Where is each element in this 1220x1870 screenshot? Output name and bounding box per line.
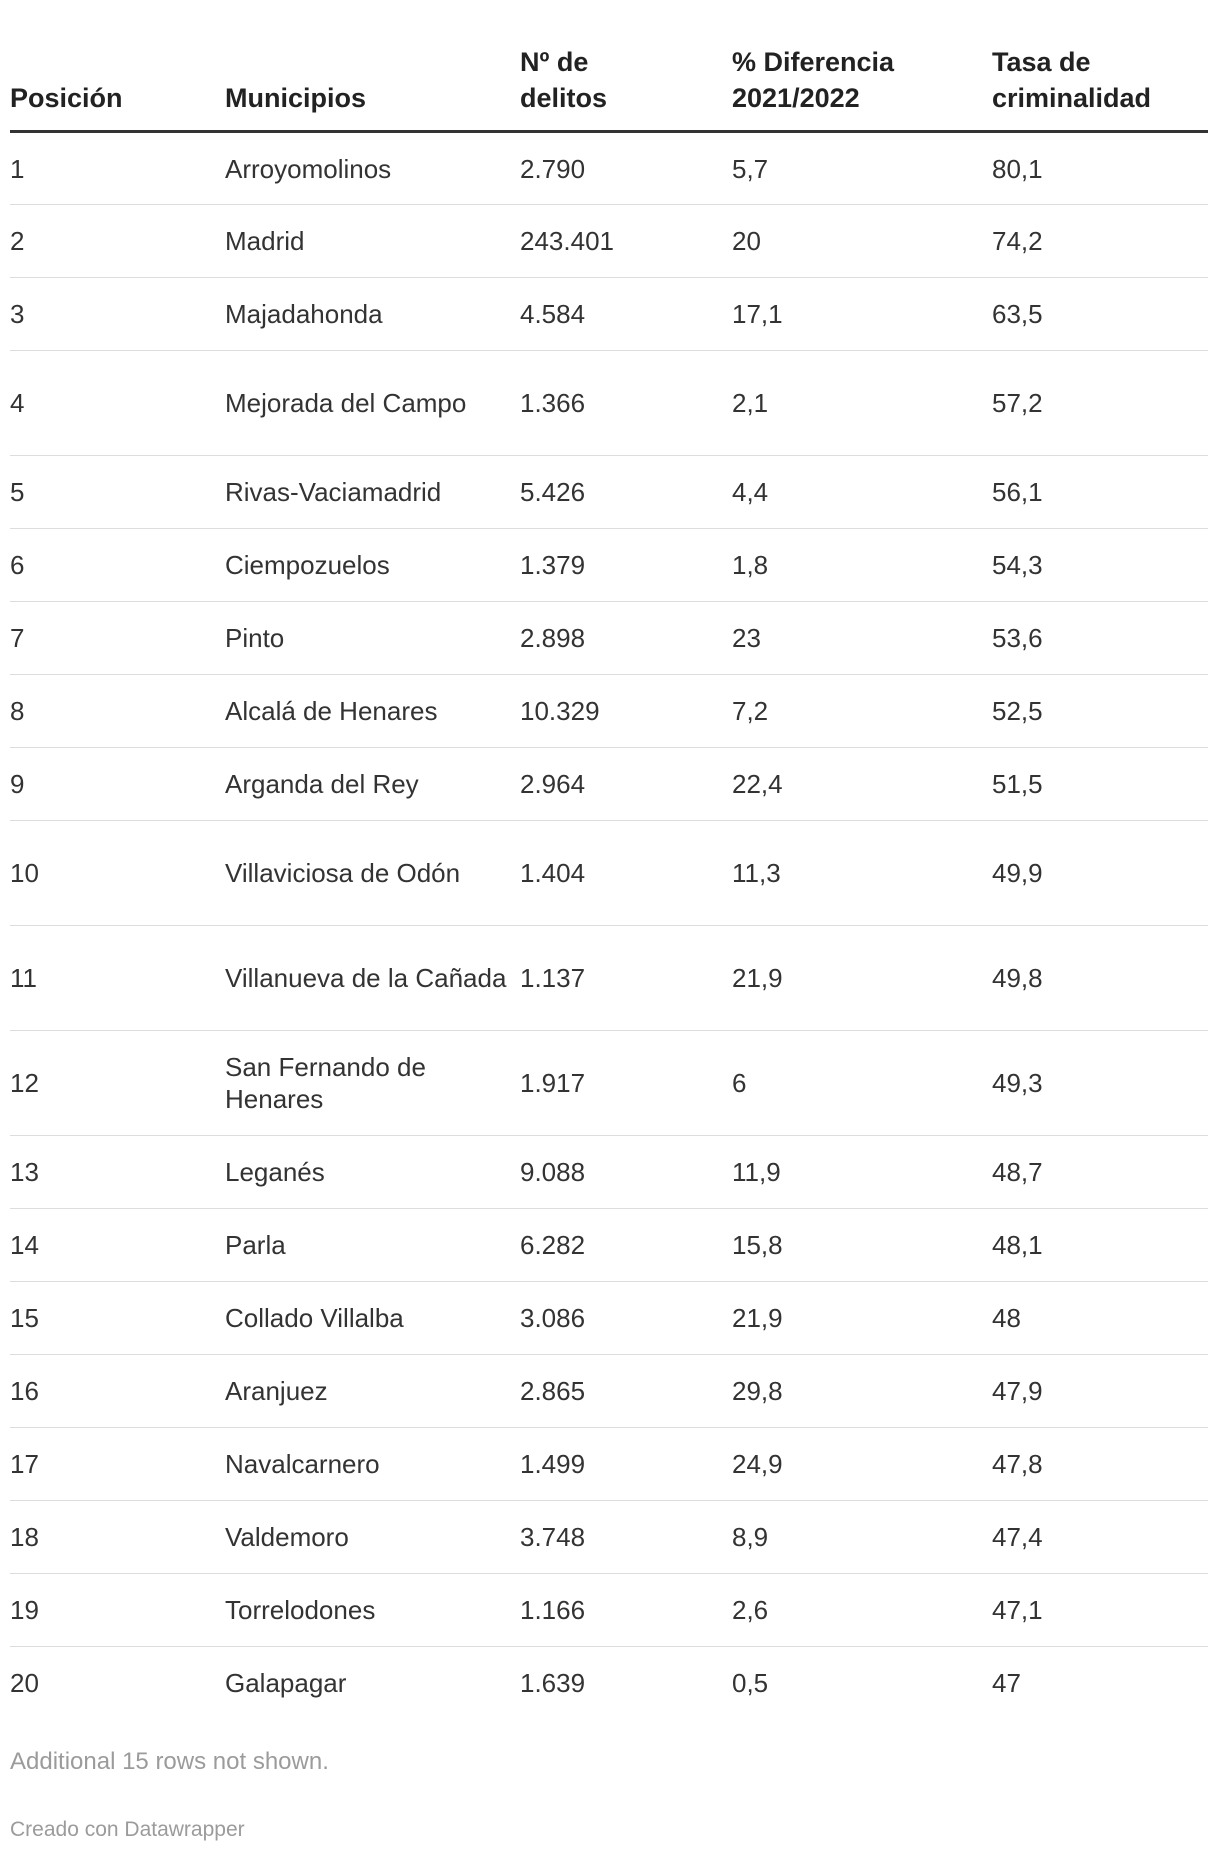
cell-position: 9 bbox=[10, 748, 225, 821]
cell-municipality: Pinto bbox=[225, 602, 520, 675]
table-row bbox=[10, 529, 1208, 602]
cell-municipality: Madrid bbox=[225, 205, 520, 278]
cell-municipality: Leganés bbox=[225, 1136, 520, 1209]
cell-crime-rate: 63,5 bbox=[992, 278, 1208, 351]
cell-position: 5 bbox=[10, 456, 225, 529]
table-row bbox=[10, 1647, 1208, 1720]
cell-crimes: 2.865 bbox=[520, 1355, 732, 1428]
cell-crime-rate: 48,7 bbox=[992, 1136, 1208, 1209]
cell-position: 8 bbox=[10, 675, 225, 748]
cell-crime-rate: 51,5 bbox=[992, 748, 1208, 821]
table-row bbox=[10, 602, 1208, 675]
cell-position: 12 bbox=[10, 1031, 225, 1136]
table-row bbox=[10, 205, 1208, 278]
cell-municipality: Ciempozuelos bbox=[225, 529, 520, 602]
cell-municipality: Alcalá de Henares bbox=[225, 675, 520, 748]
cell-municipality: Galapagar bbox=[225, 1668, 347, 1699]
cell-difference: 21,9 bbox=[732, 926, 992, 1031]
cell-crimes: 10.329 bbox=[520, 675, 732, 748]
table-row bbox=[10, 926, 1208, 1031]
table-row bbox=[10, 1282, 1208, 1355]
cell-crime-rate: 49,8 bbox=[992, 926, 1208, 1031]
table-row bbox=[10, 456, 1208, 529]
table-row bbox=[10, 278, 1208, 351]
datawrapper-credit: Creado con Datawrapper bbox=[10, 1817, 245, 1841]
cell-position: 14 bbox=[10, 1209, 225, 1282]
cell-position: 4 bbox=[10, 351, 225, 456]
cell-crime-rate: 53,6 bbox=[992, 602, 1208, 675]
cell-difference: 1,8 bbox=[732, 529, 992, 602]
column-header-municipality[interactable]: Municipios bbox=[225, 0, 520, 132]
cell-crime-rate: 57,2 bbox=[992, 351, 1208, 456]
cell-crimes: 4.584 bbox=[520, 278, 732, 351]
table-row bbox=[10, 1501, 1208, 1574]
cell-difference: 15,8 bbox=[732, 1209, 992, 1282]
cell-crime-rate: 47 bbox=[992, 1668, 1021, 1699]
table-row bbox=[10, 1209, 1208, 1282]
cell-position: 11 bbox=[10, 926, 225, 1031]
cell-position: 15 bbox=[10, 1282, 225, 1355]
cell-position: 7 bbox=[10, 602, 225, 675]
rows-hidden-note: Additional 15 rows not shown. bbox=[10, 1747, 329, 1775]
cell-crime-rate: 48 bbox=[992, 1282, 1208, 1355]
cell-crimes: 9.088 bbox=[520, 1136, 732, 1209]
cell-crime-rate: 56,1 bbox=[992, 456, 1208, 529]
cell-difference: 2,1 bbox=[732, 351, 992, 456]
cell-difference: 21,9 bbox=[732, 1282, 992, 1355]
cell-municipality: Navalcarnero bbox=[225, 1428, 520, 1501]
cell-crimes: 6.282 bbox=[520, 1209, 732, 1282]
cell-municipality: Torrelodones bbox=[225, 1574, 520, 1647]
crime-rate-table bbox=[10, 0, 1208, 1720]
cell-position: 20 bbox=[10, 1668, 39, 1699]
cell-crime-rate: 48,1 bbox=[992, 1209, 1208, 1282]
cell-municipality: Majadahonda bbox=[225, 278, 520, 351]
table-row bbox=[10, 675, 1208, 748]
cell-crime-rate: 47,1 bbox=[992, 1574, 1208, 1647]
cell-crimes: 243.401 bbox=[520, 205, 732, 278]
table-row bbox=[10, 1428, 1208, 1501]
cell-difference: 23 bbox=[732, 602, 992, 675]
cell-crime-rate: 80,1 bbox=[992, 132, 1208, 205]
cell-municipality: Arroyomolinos bbox=[225, 132, 520, 205]
cell-difference: 0,5 bbox=[732, 1668, 769, 1699]
cell-position: 16 bbox=[10, 1355, 225, 1428]
cell-difference: 2,6 bbox=[732, 1574, 992, 1647]
cell-crimes: 3.748 bbox=[520, 1501, 732, 1574]
cell-position: 19 bbox=[10, 1574, 225, 1647]
cell-difference: 22,4 bbox=[732, 748, 992, 821]
table-row bbox=[10, 748, 1208, 821]
cell-difference: 11,9 bbox=[732, 1136, 992, 1209]
column-header-crime-rate[interactable]: Tasa de criminalidad bbox=[992, 0, 1208, 132]
cell-municipality: Villaviciosa de Odón bbox=[225, 821, 520, 926]
cell-municipality: Rivas-Vaciamadrid bbox=[225, 456, 520, 529]
table-row bbox=[10, 1574, 1208, 1647]
cell-crime-rate: 54,3 bbox=[992, 529, 1208, 602]
table-row bbox=[10, 132, 1208, 205]
cell-difference: 20 bbox=[732, 205, 992, 278]
cell-municipality: Valdemoro bbox=[225, 1501, 520, 1574]
cell-difference: 8,9 bbox=[732, 1501, 992, 1574]
table-body bbox=[10, 132, 1208, 1720]
cell-crime-rate: 49,9 bbox=[992, 821, 1208, 926]
cell-crimes: 1.166 bbox=[520, 1574, 732, 1647]
column-header-crimes[interactable]: Nº de delitos bbox=[520, 0, 732, 132]
cell-position: 6 bbox=[10, 529, 225, 602]
cell-crimes: 5.426 bbox=[520, 456, 732, 529]
table-row bbox=[10, 1355, 1208, 1428]
cell-position: 13 bbox=[10, 1136, 225, 1209]
cell-crimes: 1.639 bbox=[520, 1668, 586, 1699]
table-row bbox=[10, 1136, 1208, 1209]
table-container bbox=[10, 0, 1218, 1842]
cell-difference: 6 bbox=[732, 1031, 992, 1136]
cell-difference: 4,4 bbox=[732, 456, 992, 529]
cell-position: 17 bbox=[10, 1428, 225, 1501]
cell-municipality: Villanueva de la Cañada bbox=[225, 926, 520, 1031]
table-row bbox=[10, 351, 1208, 456]
cell-crimes: 3.086 bbox=[520, 1282, 732, 1355]
cell-difference: 17,1 bbox=[732, 278, 992, 351]
cell-crime-rate: 47,9 bbox=[992, 1355, 1208, 1428]
cell-crimes: 2.964 bbox=[520, 748, 732, 821]
cell-crimes: 1.137 bbox=[520, 926, 732, 1031]
cell-crimes: 1.499 bbox=[520, 1428, 732, 1501]
cell-position: 2 bbox=[10, 205, 225, 278]
cell-difference: 29,8 bbox=[732, 1355, 992, 1428]
cell-crimes: 2.790 bbox=[520, 132, 732, 205]
cell-crimes: 1.366 bbox=[520, 351, 732, 456]
cell-crime-rate: 74,2 bbox=[992, 205, 1208, 278]
cell-difference: 7,2 bbox=[732, 675, 992, 748]
cell-crime-rate: 47,4 bbox=[992, 1501, 1208, 1574]
cell-position: 1 bbox=[10, 132, 225, 205]
cell-crimes: 1.404 bbox=[520, 821, 732, 926]
table-row bbox=[10, 821, 1208, 926]
cell-municipality: Collado Villalba bbox=[225, 1282, 520, 1355]
cell-difference: 11,3 bbox=[732, 821, 992, 926]
cell-crimes: 1.917 bbox=[520, 1031, 732, 1136]
cell-position: 18 bbox=[10, 1501, 225, 1574]
cell-difference: 24,9 bbox=[732, 1428, 992, 1501]
cell-difference: 5,7 bbox=[732, 132, 992, 205]
cell-municipality: Aranjuez bbox=[225, 1355, 520, 1428]
cell-municipality: Mejorada del Campo bbox=[225, 351, 520, 456]
cell-crime-rate: 47,8 bbox=[992, 1428, 1208, 1501]
cell-crime-rate: 52,5 bbox=[992, 675, 1208, 748]
cell-crimes: 1.379 bbox=[520, 529, 732, 602]
cell-crime-rate: 49,3 bbox=[992, 1031, 1208, 1136]
column-header-position[interactable]: Posición bbox=[10, 0, 225, 132]
cell-crimes: 2.898 bbox=[520, 602, 732, 675]
table-row bbox=[10, 1031, 1208, 1136]
cell-position: 10 bbox=[10, 821, 225, 926]
column-header-difference[interactable]: % Diferencia 2021/2022 bbox=[732, 0, 992, 132]
cell-municipality: San Fernando de Henares bbox=[225, 1031, 520, 1136]
cell-municipality: Parla bbox=[225, 1209, 520, 1282]
cell-position: 3 bbox=[10, 278, 225, 351]
table-header-row bbox=[10, 0, 1208, 132]
cell-municipality: Arganda del Rey bbox=[225, 748, 520, 821]
